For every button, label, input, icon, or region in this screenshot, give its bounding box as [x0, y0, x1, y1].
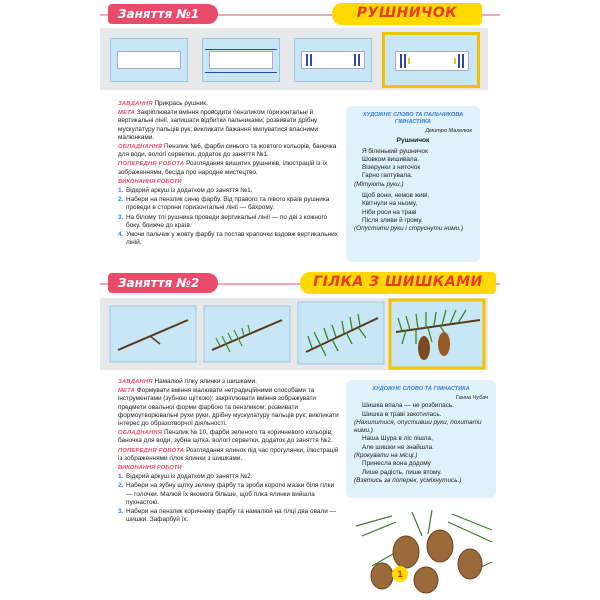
poem-heading: ХУДОЖНЄ СЛОВО ТА ПАЛЬЧИКОВА ГІМНАСТИКА [362, 112, 464, 125]
lesson-2-topic: ГІЛКА З ШИШКАМИ [300, 272, 496, 294]
towel-illustration-strip [100, 28, 488, 90]
poem-line: Наша Шура в ліс пішла, [362, 435, 433, 443]
poem-line: Шишка в траві закотилась. [362, 410, 442, 418]
poem-line: Але шишки не знайшла. [362, 443, 434, 451]
towel-icon [301, 51, 365, 69]
preliminary-text: Розглядання вишитих рушників, ілюстрацій із їх зображеннями, бесіда про народне мистецтво. [118, 160, 328, 176]
equipment-text: Пензлик №6, фарби синього та жовтого кольорів, баночка для води, вологі серветки, додаток до заняття №1. [118, 143, 337, 159]
poem-line: Квітнули на ньому, [362, 200, 418, 208]
lesson-2-text [118, 378, 340, 524]
poem-instruction: (Мітують руки.) [354, 180, 404, 188]
step-item: 2. Набери на зубну щітку зелену фарбу та зроби короткі мазки біля гілки — голочки. Малюй їх якомога більше, щоб гілка ялинки вийшла пухнастою. [118, 482, 335, 506]
label-preliminary: ПОПЕРЕДНЯ РОБОТА [118, 161, 185, 168]
towel-step-1-frame [110, 38, 188, 82]
lesson-1-text [118, 100, 340, 247]
towel-step-2-frame [202, 38, 280, 82]
lesson-1-topic: РУШНИЧОК [332, 3, 482, 25]
poem-line: Лише радість, лише втому. [362, 468, 442, 476]
step-item: 1. Відкрий аркуш із додатком до заняття №2. [118, 473, 253, 481]
lesson-2-badge: Заняття №2 [108, 273, 218, 293]
steps-title: ВИКОНАННЯ РОБОТИ [118, 465, 182, 472]
towel-icon [117, 51, 181, 69]
meta-text: Закріплювати вміння проводити пензликом горизонтальні й вертикальні лінії, запишати відбитки пальчиками; розвивати дрібну мускулатуру пальців рук; викликати бажання милуватися власними малюнками. [118, 109, 319, 141]
equipment-text: Пензлик № 10, фарби зеленого та коричневого кольорів, баночка для води, зубна щітка, вологі серветки, додаток до заняття №2. [118, 429, 333, 445]
poem-instruction: (Опустити руки і струснути ними.) [354, 225, 464, 233]
zavdannia-text: Намалюй гілку ялинки з шишками. [154, 378, 257, 385]
step-item: 4. Умочи пальчик у жовту фарбу та постав крапочки вздовж вертикальних ліній. [118, 231, 338, 247]
towel-step-3-frame [294, 38, 372, 82]
poem-line: Шовком вишивала. [362, 155, 419, 163]
poem-author: Ганна Чубач [455, 395, 488, 401]
towel-step-4-frame [382, 32, 480, 88]
poem-heading: ХУДОЖНЄ СЛОВО ТА ГІМНАСТИКА [372, 386, 470, 392]
meta-text: Формувати вміння малювати нетрадиційними способами та інструментами (зубною щіткою); закріплювати вміння зображувати предмети овальної форми фарбою та пензликом; розвивати формоутворювальні рухи руки, дрібну мускулатуру пальців рук; викликати інтерес до образотворчої діяльності. [118, 387, 339, 428]
step-item: 3. Набери на пензлик коричневу фарбу та намалюй на гілці два овали — шишки. Зафарбуй їх. [118, 508, 336, 524]
poem-line: Щоб вони, немов живі, [362, 192, 430, 200]
poem-line: Ніби роси на траві [362, 208, 417, 216]
label-zavdannia: ЗАВДАННЯ [118, 101, 153, 107]
step-item: 2. Набери на пензлик синю фарбу. Від правого та лівого країв рушника проведи в сторони горизонтальні лінії — бахрому. [118, 196, 330, 212]
label-equipment: ОБЛАДНАННЯ [118, 430, 163, 437]
lesson-1-badge: Заняття №1 [108, 4, 218, 24]
label-zavdannia: ЗАВДАННЯ [118, 379, 153, 385]
poem-instruction: (Взятись за поперек, усміхнутись.) [354, 476, 462, 484]
poem-line: Візерунки з ниточок [362, 164, 421, 172]
poem-line: Принесла вона додому [362, 460, 431, 468]
label-preliminary: ПОПЕРЕДНЯ РОБОТА [118, 447, 185, 454]
poem-line: Гарно гаптувала. [362, 172, 413, 180]
poem-line: Шишка впала — не розбилась. [362, 402, 455, 410]
poem-author: Дмитро Махелюк [425, 128, 472, 134]
poem-box-1 [346, 106, 480, 262]
label-equipment: ОБЛАДНАННЯ [118, 144, 163, 151]
workbook-page [100, 0, 500, 600]
steps-title: ВИКОНАННЯ РОБОТИ [118, 178, 182, 185]
label-meta: МЕТА [118, 388, 136, 395]
towel-icon [209, 51, 273, 69]
towel-icon [395, 51, 469, 71]
page-number: 1 [392, 566, 408, 582]
pine-branch-illustration [100, 298, 488, 370]
poem-title: Рушничок [396, 137, 430, 145]
poem-line: Я біленький рушничок [362, 147, 428, 155]
poem-instruction: (Крокувати на місці.) [354, 452, 418, 460]
zavdannia-text: Прикрась рушник. [154, 100, 208, 107]
label-meta: МЕТА [118, 110, 136, 117]
pine-cones-photo [352, 506, 498, 596]
poem-box-2 [346, 380, 496, 498]
pine-illustration-strip [100, 298, 488, 370]
step-item: 1. Відкрий аркуш із додатком до заняття №1. [118, 187, 253, 195]
step-item: 3. На білому тлі рушника проведи вертикальні лінії — по дві з кожного боку, ближче до країв. [118, 213, 328, 229]
poem-line: Після зливи й грому. [362, 216, 423, 224]
poem-instruction: (Нахилитися, опустивши руки, похитати ними.) [354, 418, 482, 435]
preliminary-text: Розглядання ялинок під час прогулянки, ілюстрацій із зображеннями гілок ялинки з шишками. [118, 446, 339, 462]
